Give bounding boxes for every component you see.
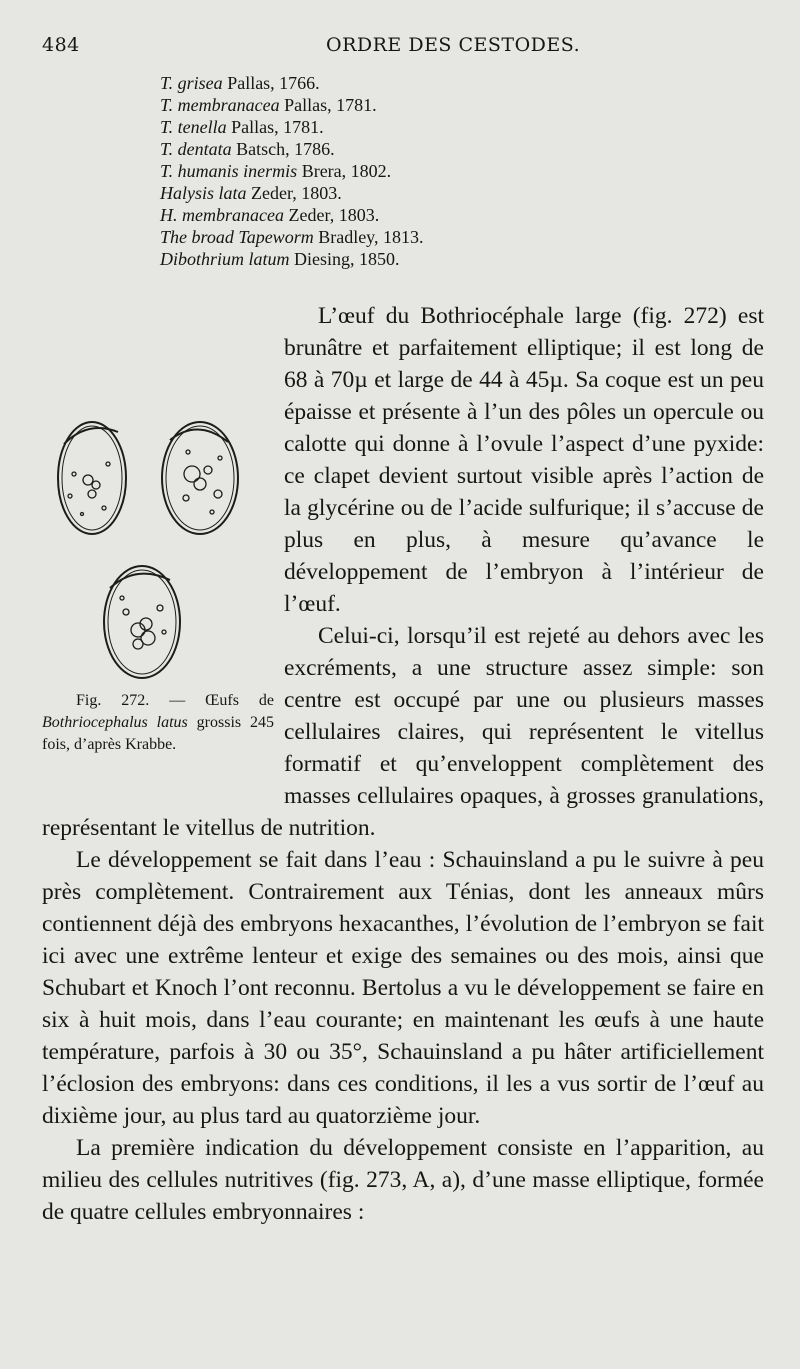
synonym-name: T. humanis inermis <box>160 161 298 181</box>
synonym-name: H. membranacea <box>160 205 284 225</box>
synonym-name: Halysis lata <box>160 183 247 203</box>
synonym-entry <box>160 138 640 160</box>
synonym-authority: Zeder, 1803. <box>288 205 380 225</box>
synonym-authority: Pallas, 1781. <box>284 95 377 115</box>
synonym-authority: Bradley, 1813. <box>318 227 424 247</box>
synonym-name: T. membranacea <box>160 95 280 115</box>
body-text <box>42 300 764 1228</box>
synonym-entry <box>160 94 640 116</box>
yolk-cells <box>68 450 222 649</box>
synonym-entry <box>160 204 640 226</box>
paragraph-2: Celui-ci, lorsqu’il est rejeté au dehors avec les excréments, a une structure assez simple: son centre est occupé par une ou plusieurs masses cellulaires claires, qui représentent le vitellus formatif et qu’enveloppent complètement des masses cellulaires opaques, à grosses granulations, représentant le vitellus de nutrition. <box>42 623 764 841</box>
synonym-authority: Batsch, 1786. <box>236 139 335 159</box>
figure-caption-rest: grossis 245 fois, d’après Krabbe. <box>42 714 275 753</box>
figure-272 <box>42 300 280 796</box>
running-header <box>42 34 760 62</box>
figure-taxon: Bothriocephalus latus <box>42 714 188 731</box>
synonym-authority: Brera, 1802. <box>301 161 392 181</box>
synonym-entry <box>160 160 640 182</box>
page-number: 484 <box>42 34 80 56</box>
egg-operculum <box>110 574 170 588</box>
synonym-name: T. grisea <box>160 73 223 93</box>
egg-inner-outline <box>108 570 176 674</box>
synonym-name: The broad Tapeworm <box>160 227 314 247</box>
synonym-entry <box>160 226 640 248</box>
synonym-entry <box>160 248 640 270</box>
synonym-authority: Pallas, 1781. <box>231 117 324 137</box>
paragraph-4: La première indication du développement consiste en l’apparition, au milieu des cellules nutritives (fig. 273, A, a), d’une masse elliptique, formée de quatre cellules embryonnaires : <box>42 1135 764 1225</box>
synonym-authority: Diesing, 1850. <box>294 249 400 269</box>
synonym-authority: Pallas, 1766. <box>227 73 320 93</box>
paragraph-1-text: L’œuf du Bothriocéphale large (fig. 272) est brunâtre et parfaitement elliptique; il est long de 68 à 70µ et large de 44 à 45µ. Sa coque est un peu épaisse et présente à l’un des pôles un opercule ou calotte qui donne à l’ovule l’aspect d’une pyxide: ce clapet devient surtout visible après l’action de la glycérine ou de l’acide sulfurique; il s’accuse de plus en plus, à mesure qu’avance le développement de l’embryon à l’intérieur de l’œuf. <box>284 303 764 617</box>
synonym-name: Dibothrium latum <box>160 249 290 269</box>
figure-caption <box>42 690 274 756</box>
paragraph-3: Le développement se fait dans l’eau : Schauinsland a pu le suivre à peu près complètement. Contrairement aux Ténias, dont les anneaux mûrs contiennent déjà des embryons hexacanthes, l’évolution de l’embryon se fait ici avec une extrême lenteur et exige des semaines ou des mois, ainsi que Schubart et Knoch l’ont reconnu. Bertolus a vu le développement se faire en six à huit mois, dans l’eau courante; en maintenant les œufs à une haute température, parfois à 30 ou 35°, Schauinsland a pu hâter artificiellement l’éclosion des embryons: dans ces conditions, il les a vus sortir de l’œuf au dixième jour, au plus tard au quatorzième jour. <box>42 847 764 1129</box>
synonym-entry <box>160 116 640 138</box>
synonym-entry <box>160 182 640 204</box>
figure-label: Fig. 272. — Œufs de <box>76 692 274 709</box>
running-title: ORDRE DES CESTODES. <box>326 34 581 56</box>
egg-illustration <box>52 412 242 682</box>
synonym-name: T. tenella <box>160 117 227 137</box>
synonym-authority: Zeder, 1803. <box>251 183 342 203</box>
synonym-entry <box>160 72 640 94</box>
synonym-name: T. dentata <box>160 139 232 159</box>
synonymy-list <box>160 72 640 270</box>
